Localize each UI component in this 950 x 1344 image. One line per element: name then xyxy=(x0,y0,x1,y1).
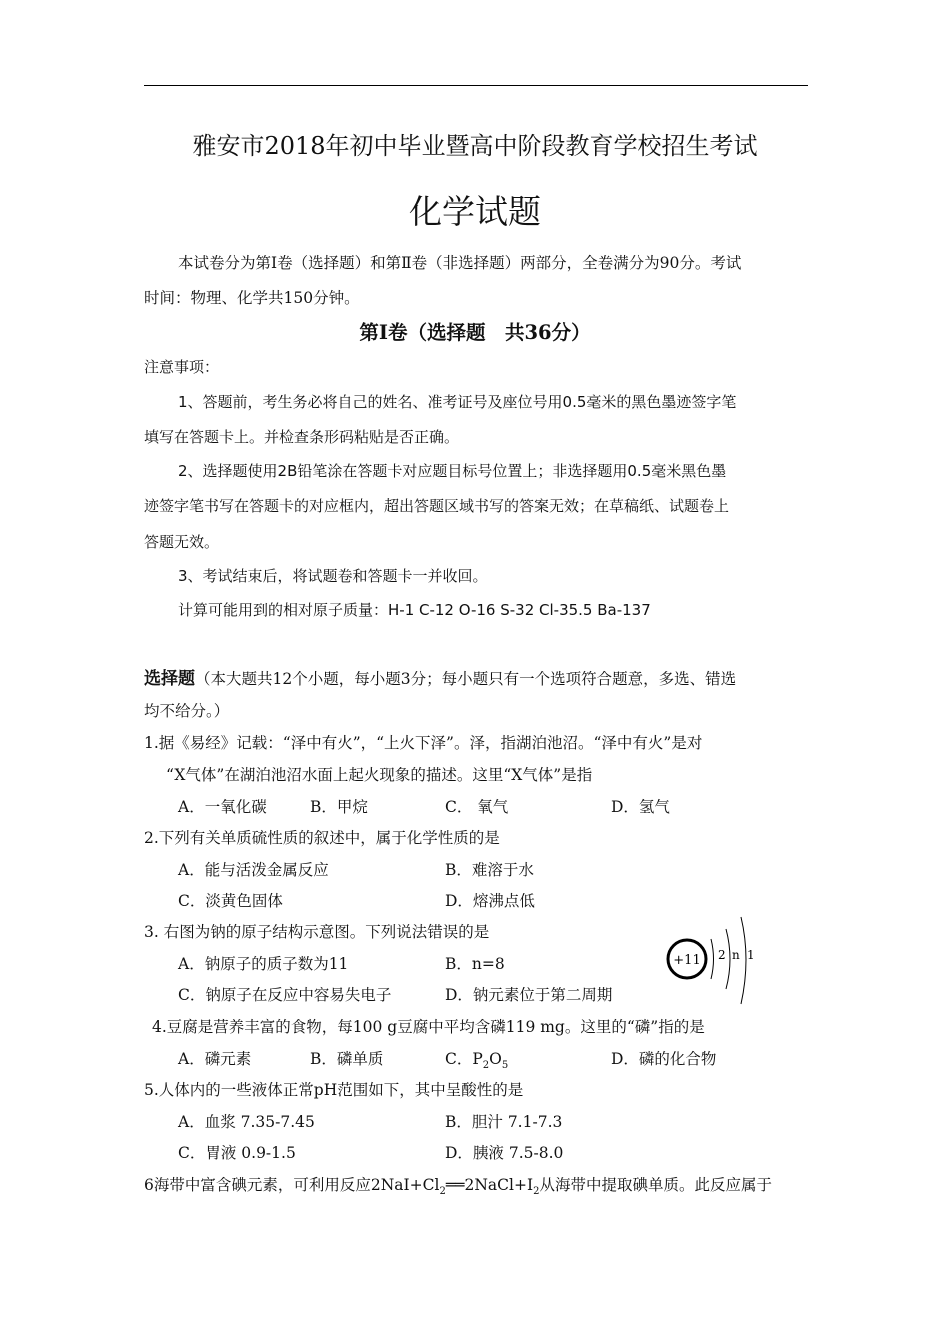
q1-option-b: B．甲烷 xyxy=(310,798,368,816)
electron-shell-3 xyxy=(741,917,746,1004)
intro-line-1: 本试卷分为第Ⅰ卷（选择题）和第Ⅱ卷（非选择题）两部分，全卷满分为90分。考试 xyxy=(178,254,742,272)
section-heading: 第Ⅰ卷（选择题 共36分） xyxy=(359,321,591,344)
shell-3-count: 1 xyxy=(747,948,755,962)
q1-option-a: A．一氧化碳 xyxy=(178,798,267,816)
notice-item-2-end: 答题无效。 xyxy=(144,533,220,551)
choice-section-line xyxy=(144,669,736,689)
q3-option-d: D．钠元素位于第二周期 xyxy=(445,986,613,1004)
top-rule xyxy=(144,85,808,86)
choice-desc: （本大题共12个小题，每小题3分；每小题只有一个选项符合题意，多选、错选 xyxy=(195,670,737,688)
nucleus-charge: +11 xyxy=(673,953,701,968)
q5-option-b: B．胆汁 7.1-7.3 xyxy=(445,1113,563,1131)
q3-stem: 3. 右图为钠的原子结构示意图。下列说法错误的是 xyxy=(144,923,490,941)
q1-stem: 1.据《易经》记载：“泽中有火”，“上火下泽”。泽，指湖泊池沼。“泽中有火”是对 xyxy=(144,734,703,752)
q1-stem-cont: “X气体”在湖泊池沼水面上起火现象的描述。这里“X气体”是指 xyxy=(166,766,593,784)
notice-item-1-cont: 填写在答题卡上。并检查条形码粘贴是否正确。 xyxy=(144,428,460,446)
exam-title: 雅安市2018年初中毕业暨高中阶段教育学校招生考试 xyxy=(192,132,758,160)
q4-option-b: B．磷单质 xyxy=(310,1050,384,1068)
notice-item-2-cont: 迹签字笔书写在答题卡的对应框内，超出答题区域书写的答案无效；在草稿纸、试题卷上 xyxy=(144,497,730,515)
q1-option-d: D．氢气 xyxy=(611,798,670,816)
q2-option-a: A．能与活泼金属反应 xyxy=(178,861,329,879)
q2-option-d: D．熔沸点低 xyxy=(445,892,535,910)
intro-line-2: 时间：物理、化学共150分钟。 xyxy=(144,289,360,307)
q6-stem: 6海带中富含碘元素，可利用反应$2NaI+Cl_2══2NaCl+I_2$从海带中提取碘单质。此反应属于 xyxy=(144,1176,772,1198)
choice-desc-cont: 均不给分。） xyxy=(144,702,230,720)
q5-option-d: D．胰液 7.5-8.0 xyxy=(445,1144,564,1162)
sodium-atom-diagram xyxy=(660,912,760,1012)
q5-option-a: A．血浆 7.35-7.45 xyxy=(178,1113,315,1131)
atomic-mass-line: 计算可能用到的相对原子质量：H-1 C-12 O-16 S-32 Cl-35.5 Ba-137 xyxy=(178,601,651,619)
q3-option-a: A．钠原子的质子数为11 xyxy=(178,955,349,973)
q4-stem: 4.豆腐是营养丰富的食物，每100 g豆腐中平均含磷119 mg。这里的“磷”指的是 xyxy=(152,1018,705,1036)
q2-stem: 2.下列有关单质硫性质的叙述中，属于化学性质的是 xyxy=(144,829,500,847)
notice-heading: 注意事项： xyxy=(144,358,220,376)
shell-1-count: 2 xyxy=(718,948,726,962)
q4-option-d: D．磷的化合物 xyxy=(611,1050,717,1068)
q5-stem: 5.人体内的一些液体正常pH范围如下，其中呈酸性的是 xyxy=(144,1081,524,1099)
q5-option-c: C．胃液 0.9-1.5 xyxy=(178,1144,296,1162)
q1-option-c: C． 氧气 xyxy=(445,798,509,816)
choice-label: 选择题 xyxy=(144,669,195,689)
subject-title: 化学试题 xyxy=(409,192,541,231)
shell-2-count: n xyxy=(732,948,740,962)
q4-option-a: A．磷元素 xyxy=(178,1050,252,1068)
q3-option-c: C．钠原子在反应中容易失电子 xyxy=(178,986,392,1004)
notice-item-1: 1、答题前，考生务必将自己的姓名、准考证号及座位号用0.5毫米的黑色墨迹签字笔 xyxy=(178,393,737,411)
notice-item-3: 3、考试结束后，将试题卷和答题卡一并收回。 xyxy=(178,567,488,585)
q2-option-b: B．难溶于水 xyxy=(445,861,534,879)
q3-option-b: B．n=8 xyxy=(445,955,505,973)
q4-option-c: C．$P_2O_5$ xyxy=(445,1050,509,1072)
electron-shell-2 xyxy=(726,929,730,989)
notice-item-2: 2、选择题使用2B铅笔涂在答题卡对应题目标号位置上；非选择题用0.5毫米黑色墨 xyxy=(178,462,727,480)
electron-shell-1 xyxy=(711,939,714,979)
q2-option-c: C．淡黄色固体 xyxy=(178,892,283,910)
